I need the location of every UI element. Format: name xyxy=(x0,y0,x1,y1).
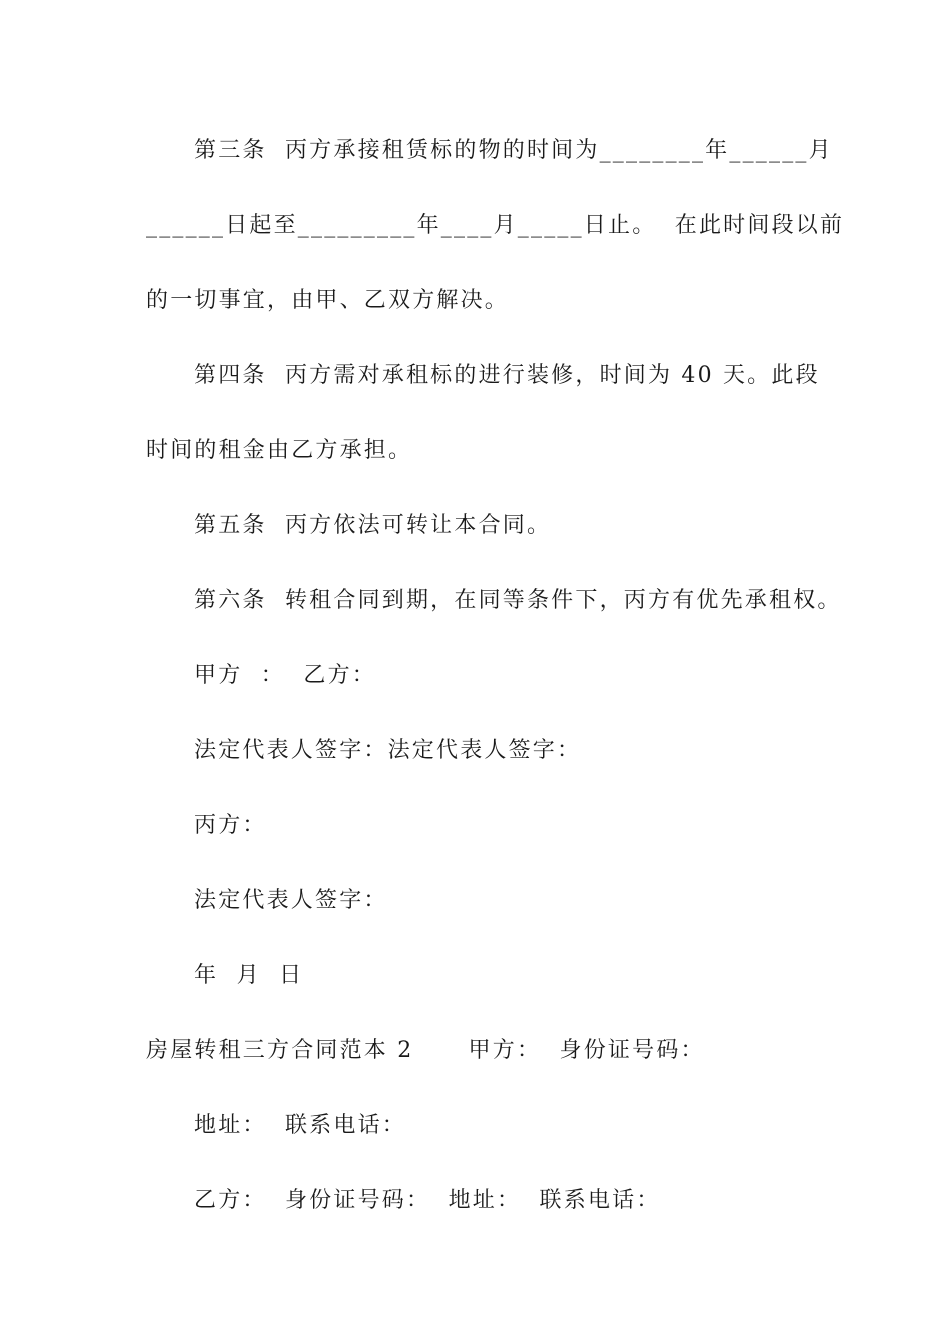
date-line: 年 月 日 xyxy=(194,963,304,988)
article-3-line-3: 的一切事宜，由甲、乙双方解决。 xyxy=(146,288,510,313)
article-5: 第五条 丙方依法可转让本合同。 xyxy=(194,513,552,538)
article-3-line-2: ______日起至_________年____月_____日止。 在此时间段以前 xyxy=(146,213,845,238)
article-4-line-1: 第四条 丙方需对承租标的进行装修，时间为 40 天。此段 xyxy=(194,363,820,388)
party-a-address-phone: 地址： 联系电话： xyxy=(194,1113,406,1138)
party-c-legal-rep: 法定代表人签字： xyxy=(194,888,388,913)
party-b-info: 乙方： 身份证号码： 地址： 联系电话： xyxy=(194,1188,661,1213)
party-c-label: 丙方： xyxy=(194,813,267,838)
party-a-b-signature: 甲方 ： 乙方： xyxy=(194,663,376,688)
template-2-heading: 房屋转租三方合同范本 2 甲方： 身份证号码： xyxy=(146,1038,705,1063)
article-4-line-2: 时间的租金由乙方承担。 xyxy=(146,438,413,463)
article-6: 第六条 转租合同到期，在同等条件下，丙方有优先承租权。 xyxy=(194,588,842,613)
legal-rep-signatures: 法定代表人签字：法定代表人签字： xyxy=(194,738,582,763)
article-3-line-1: 第三条 丙方承接租赁标的物的时间为________年______月 xyxy=(194,138,833,163)
